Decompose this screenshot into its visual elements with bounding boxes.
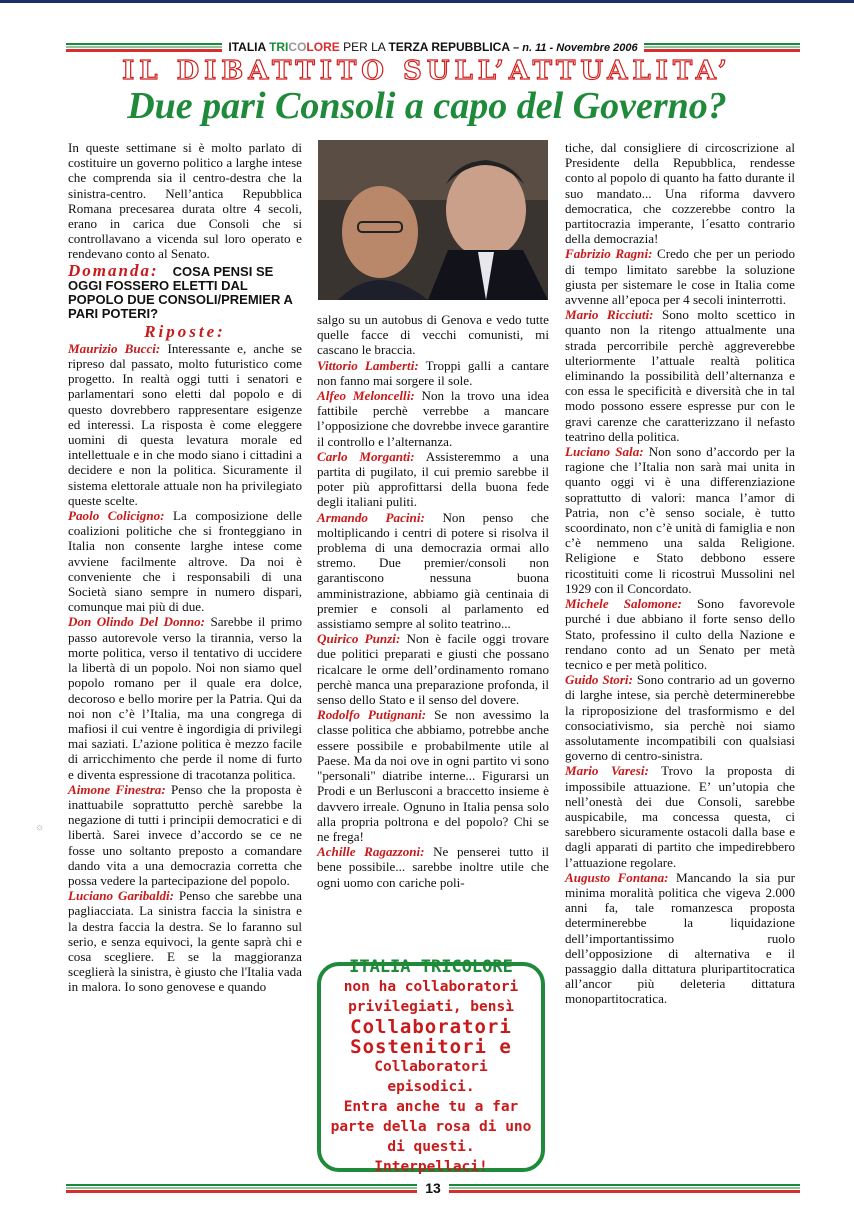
intro-paragraph: In queste settimane si è molto parlato di costituire un governo politico a larghe intese che comprenda sia il centro-destra che la sinistra-centro. Nell’antica Repubblica Romana precesarea durata oltre 4 secoli, erano in carica due Consoli che si controllavano a vicenda sul loro operato e rendevano conto al Senato. [68,140,302,262]
answer-text: Sarebbe il primo passo autorevole verso la tirannia, verso la morte politica, verso il tentativo di uccidere la libertà di un popolo. Noi non siamo quel popolo romano per il quale era dolce, decoroso e bello morire per la Patria. Qui da noi non c’è l’Italia, ma una congrega di mafiosi il cui ventre è ingordigia di privilegi mai saziati. L’azione politica è mezzo facile di arricchimento che perde il nome di furto e diventa espressione di tracotanza politica. [68,614,303,782]
answer-text: Credo che per un periodo di tempo limitato sarebbe la soluzione giusta per sistemare le cose in Italia come avvenne all’epoca per 4 secoli ininterrotti. [565,246,795,308]
respondent-name: Maurizio Bucci: [68,340,161,356]
header-part: TRI [269,40,289,54]
respondent-name: Carlo Morganti: [317,448,415,464]
answer-paragraph [565,672,795,763]
answer-paragraph [565,444,795,596]
answer-paragraph [68,614,302,781]
politicians-photo [318,140,548,300]
answer-text: Penso che la proposta è inattuabile soprattutto perchè sarebbe la negazione di tutti i principii democratici e di libertà. Sarei invece d’accordo se ce ne fosse uno soltanto preposto a comandare dando vita a una democrazia corretta che possa vedere la partecipazione del popolo. [68,781,302,888]
respondent-name: Aimone Finestra: [68,781,166,797]
answer-text: Non sono d’accordo per la ragione che l’Italia non sarà mai unita in quanto oggi vi è una differenziazione soprattutto di valori: manca l’amor di Patria, non c’è senso sociale, è tutto scoordinato, non c’è unità di famiglia e non c’è nemmeno una salda Religione. Religione e Stato debbono essere ricostituiti come li ricostruì Mussolini nel 1929 con il Concordato. [565,444,795,596]
answer-text: Interessante e, anche se ripreso dal passato, molto futuristico come progetto. In realtà oggi tutti i senatori e parlamentari sono eletti dal popolo e di questo dovrebbero rappresentare esigenze ed interessi. La risposta è come eleggere uomini di questa levatura morale ed intellettuale e in che modo siano i cittadini a decidere e non la politica. Sicuramente il sistema elettorale attuale non ha privilegiato queste scelte. [68,340,302,508]
answers-list [68,341,302,995]
column-2 [317,312,549,890]
answer-text: Non è facile oggi trovare due politici preparati e giusti che possano ricalcare le orme dell’ordinamento romano perchè manca una preparazione profonda, il senso dello Stato e il senso del dovere. [317,631,549,708]
tricolor-rule-right [644,43,800,52]
answers-list [317,358,549,890]
answer-paragraph [317,707,549,844]
respondent-name: Mario Ricciuti: [565,307,654,323]
answer-paragraph [68,508,302,614]
issue-info: – n. 11 - Novembre 2006 [510,42,638,54]
column-1 [68,140,302,995]
answer-text: Se non avessimo la classe politica che abbiamo, potrebbe anche essere possibile e probabilmente utile al Paese. Ma da noi ove in ogni partito vi sono "personali" diatribe interne... Figurarsi un Prodi e un Berlusconi a braccetto insieme è davvero irreale. Ognuno in Italia pensa solo alla propria poltrona e del popolo? Chi se ne frega! [317,707,549,844]
answer-text: Troppi galli a cantare non fanno mai sorgere il sole. [317,357,549,388]
promo-line: non ha collaboratori [343,979,519,995]
answer-paragraph [68,888,302,994]
answer-paragraph [317,449,549,510]
question-label: Domanda: [68,260,159,280]
promo-line: Collaboratori [350,1016,512,1038]
respondent-name: Quirico Punzi: [317,631,401,647]
header-part: PER LA [339,40,389,54]
answer-text: Mancando la sia pur minima moralità politica che vigeva 2.000 anni fa, tale romanzesca proposta determinerebbe la liquidazione dell’importantissimo ruolo dell’opposizione di alternativa e il passaggio dalla dittatura pluripartitocratica all’ancor più deleteria dittatura monopartitocratica. [565,869,795,1007]
tricolor-rule-left [66,43,222,52]
answer-text: Sono contrario ad un governo di larghe intese, sia perchè determinerebbe la riproposizione del trasformismo e del consociativismo, sia perchè noi siamo assolutamente incompatibili con qualsiasi governo di centro-sinistra. [565,672,795,764]
answer-text: Assisteremmo a una partita di pugilato, il cui premio sarebbe il poter più approfittarsi della buona fede degli italiani puliti. [317,448,549,510]
header-part: CO [288,40,307,54]
answer-text: Sono molto scettico in quanto non la ritengo attualmente una strada percorribile perchè aggreverebbe ulteriormente l’attuale realtà politica eliminando la possibilità dell’alternanza e con essa le specificità e diversità che in tal modo possono essere espresse pur con le gravi carenze che caratterizzano il nefasto teatrino della politica. [565,307,795,444]
header-part: TERZA REPUBBLICA [388,40,511,54]
header-text [222,40,643,54]
answer-paragraph [317,510,549,632]
answer-paragraph [317,358,549,388]
promo-line: parte della rosa di uno [330,1119,532,1135]
answer-text: Non penso che moltiplicando i centri di potere si risolva il problema di una democrazia ormai allo stremo. Due premier/consoli non garantiscono nessuna buona amministrazione, abbiamo già centinaia di premier e consoli al parlamento ed assistiamo sempre al solito teatrino... [317,509,549,632]
answer-paragraph [317,844,549,890]
promo-box [317,957,545,1175]
column-3 [565,140,795,1007]
answer-text: La composizione delle coalizioni politiche che si fronteggiano in Italia non consente larghe intese come avviene facilmente altrove. Da noi è conveniente che i responsabili di una Società siano sempre in numero dispari, comunque mai più di due. [68,508,302,615]
promo-line: Entra anche tu a far [343,1099,519,1115]
question-text: COSA PENSI SE OGGI FOSSERO ELETTI DAL POPOLO DUE CONSOLI/PREMIER A PARI POTERI? [68,263,293,321]
respondent-name: Mario Varesi: [565,763,649,779]
respondent-name: Luciano Sala: [565,444,644,460]
photo-illustration [318,140,548,300]
continued-text: tiche, dal consigliere di circoscrizione al Presidente della Repubblica, rendesse conto al popolo di quanto ha fatto durante il suo mandato... Una riforma davvero democratica, che cozzerebbe contro la partitocrazia imperante, l´esatto contrario della democrazia! [565,140,795,247]
article-headline: Due pari Consoli a capo del Governo? [127,85,727,127]
answer-paragraph [68,341,302,508]
answer-paragraph [317,631,549,707]
header-part: LORE [306,40,340,54]
answer-paragraph [565,307,795,444]
respondent-name: Fabrizio Ragni: [565,246,653,262]
page-number: 13 [425,1180,441,1196]
answer-text: Ne penserei tutto il bene possibile... sarebbe inoltre utile che ogni uomo con cariche poli- [317,844,549,890]
answer-paragraph [565,763,795,869]
tricolor-rule-right [449,1184,800,1193]
answer-paragraph [565,870,795,1007]
answers-heading: Riposte: [144,321,226,341]
respondent-name: Armando Pacini: [317,509,425,525]
respondent-name: Guido Stori: [565,672,633,688]
page-footer [66,1178,800,1198]
respondent-name: Paolo Colicigno: [68,508,165,524]
answer-paragraph [565,596,795,672]
respondent-name: Augusto Fontana: [565,869,669,885]
section-kicker: IL DIBATTITO SULL’ATTUALITA’ [122,56,732,86]
scan-mark: ☼ [35,822,45,833]
answers-list [565,246,795,1006]
answer-paragraph [68,782,302,888]
answer-paragraph [565,246,795,307]
promo-line: Collaboratori episodici. [374,1059,488,1095]
header-part: ITALIA [228,40,270,54]
answer-text: Trovo la proposta di impossibile attuazione. E’ un’utopia che nell’onestà dei due Consoli, sarebbe auspicabile, ma concessa questa, ci sarebbero sicuramente ostacoli dalla base e dagli apparati di partito che impedirebbero l’attuazione regolare. [565,763,796,870]
respondent-name: Don Olindo Del Donno: [68,614,206,630]
respondent-name: Achille Ragazzoni: [317,844,425,860]
tricolor-rule-left [66,1184,417,1193]
respondent-name: Alfeo Meloncelli: [317,388,415,404]
respondent-name: Luciano Garibaldi: [68,888,175,904]
promo-line: di questi. Interpellaci! [374,1139,488,1175]
answer-text: Non la trovo una idea fattibile perchè verrebbe a mancare l’opposizione che dovrebbe invece garantire il controllo e l’alternanza. [317,388,549,449]
promo-line: privilegiati, bensì [348,999,514,1015]
running-header [66,38,800,56]
respondent-name: Michele Salomone: [565,596,682,612]
continued-text: salgo su un autobus di Genova e vedo tutte quelle facce di vecchi comunisti, mi cascano le braccia. [317,312,549,358]
answer-paragraph [317,388,549,449]
promo-line: Sostenitori e [350,1036,512,1058]
answer-text: Sono favorevole purché i due abbiano il forte senso dello Stato, professino il culto della Nazione e rendano conto ad un Senato per metà tecnico e per metà politico. [565,596,795,672]
question-block [68,260,302,321]
top-border [0,0,854,3]
respondent-name: Vittorio Lamberti: [317,357,419,373]
respondent-name: Rodolfo Putignani: [317,707,427,723]
answer-text: Penso che sarebbe una pagliacciata. La sinistra faccia la sinistra e la destra faccia la destra. Se lo faranno sul serio, e senza equivoci, la gente saprà chi e cosa scegliere. E se la maggioranza sceglierà la sinistra, è giusto che l'Italia vada in malora. Io sono genovese e quando [68,888,302,995]
promo-line: ITALIA TRICOLORE [349,957,513,977]
